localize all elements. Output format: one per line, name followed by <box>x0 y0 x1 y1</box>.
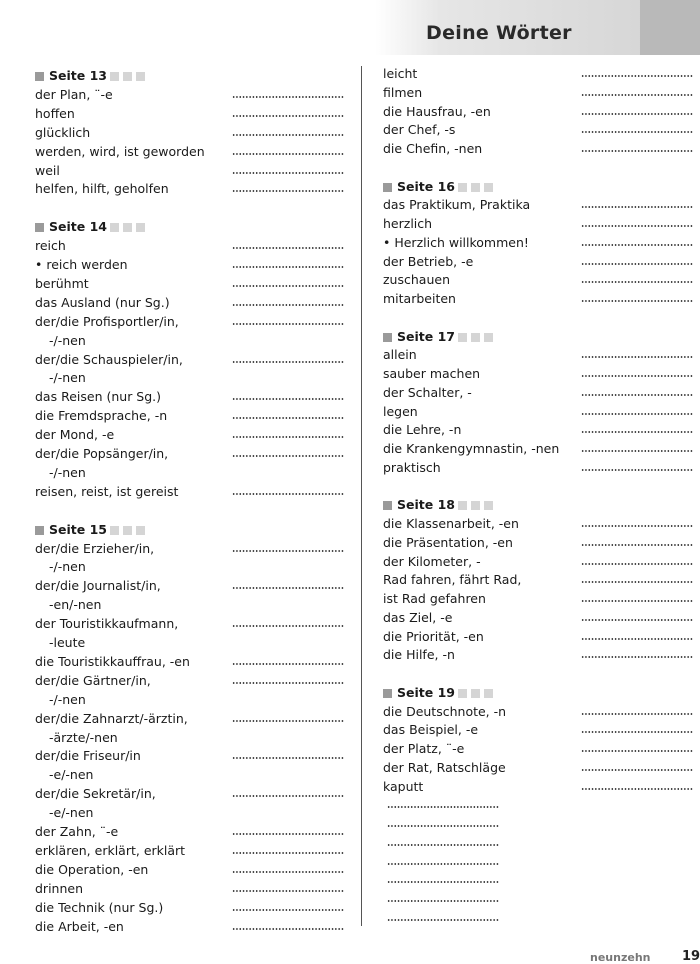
vocab-entry-das-ziel-e <box>383 608 695 627</box>
square-bullet-icon <box>383 501 392 510</box>
vocab-entry-der-zahn-e <box>35 822 350 841</box>
square-bullet-icon <box>383 333 392 342</box>
vocab-entry-der-chef-s <box>383 120 695 139</box>
answer-line[interactable] <box>581 258 693 266</box>
vocab-entry-der-schalter <box>383 383 695 402</box>
vocab-term: der Touristikkaufmann, <box>35 616 179 632</box>
vocab-entry-das-praktikum-praktika <box>383 195 695 214</box>
answer-line[interactable] <box>232 620 344 628</box>
square-decor-icon <box>123 72 132 81</box>
answer-line[interactable] <box>581 145 693 153</box>
answer-line[interactable] <box>232 148 344 156</box>
answer-line[interactable] <box>581 89 693 97</box>
vocab-entry-der-platz-e <box>383 739 695 758</box>
answer-line[interactable] <box>232 488 344 496</box>
answer-line[interactable] <box>581 539 693 547</box>
answer-line[interactable] <box>232 412 344 420</box>
vocab-entry-die-präsentation-en <box>383 533 695 552</box>
answer-line[interactable] <box>232 923 344 931</box>
vocab-term: der Betrieb, -e <box>383 253 474 269</box>
answer-line[interactable] <box>387 820 499 828</box>
vocab-term: helfen, hilft, geholfen <box>35 181 169 197</box>
answer-line[interactable] <box>581 445 693 453</box>
blank-answer-row <box>383 833 695 852</box>
vocab-entry-der-kilometer <box>383 552 695 571</box>
answer-line[interactable] <box>232 866 344 874</box>
answer-line[interactable] <box>581 426 693 434</box>
vocab-term: der Kilometer, - <box>383 553 481 569</box>
vocab-entry-werden-wird-ist-geworden <box>35 142 350 161</box>
vocab-entry-herzlich <box>383 214 695 233</box>
vocab-entry-nen <box>35 463 350 482</box>
answer-line[interactable] <box>232 167 344 175</box>
square-bullet-icon <box>383 689 392 698</box>
vocab-entry-die-hausfrau-en <box>383 102 695 121</box>
vocab-entry-nen <box>35 557 350 576</box>
section-label: Seite 15 <box>49 521 107 537</box>
vocab-entry-der-rat-ratschläge <box>383 758 695 777</box>
vocab-entry-das-reisen-nur-sg <box>35 387 350 406</box>
square-decor-icon <box>458 183 467 192</box>
vocab-entry-der-mond-e <box>35 425 350 444</box>
page-number: 19 <box>682 949 700 964</box>
vocab-term: der Mond, -e <box>35 427 115 443</box>
vocab-entry-leute <box>35 633 350 652</box>
square-decor-icon <box>136 72 145 81</box>
vocab-term: die Technik (nur Sg.) <box>35 899 164 915</box>
answer-line[interactable] <box>232 129 344 137</box>
vocab-entry-herzlich-willkommen <box>383 233 695 252</box>
vocab-term: -/-nen <box>49 464 86 480</box>
answer-line[interactable] <box>387 839 499 847</box>
vocab-term: die Klassenarbeit, -en <box>383 516 519 531</box>
vocab-entry-die-klassenarbeit-en <box>383 514 695 533</box>
vocab-term: der/die Popsänger/in, <box>35 446 169 461</box>
vocab-term: die Priorität, -en <box>383 628 484 644</box>
vocab-entry-nen <box>35 331 350 350</box>
vocab-entry-der-betrieb-e <box>383 252 695 271</box>
answer-line[interactable] <box>232 658 344 666</box>
answer-line[interactable] <box>387 914 499 922</box>
answer-line[interactable] <box>581 595 693 603</box>
square-decor-icon <box>484 183 493 192</box>
vocab-term: reich <box>35 238 66 254</box>
answer-line[interactable] <box>232 91 344 99</box>
answer-line[interactable] <box>581 633 693 641</box>
vocab-term: die Präsentation, -en <box>383 534 513 550</box>
vocab-entry-die-chefin-nen <box>383 139 695 158</box>
section-heading <box>383 327 494 346</box>
page-word: neunzehn <box>590 951 651 964</box>
section-heading <box>35 66 146 85</box>
answer-line[interactable] <box>581 370 693 378</box>
vocab-entry-der-die-friseur-in <box>35 746 350 765</box>
answer-line[interactable] <box>232 885 344 893</box>
vocab-term: die Hilfe, -n <box>383 647 455 663</box>
vocab-entry-en-nen <box>35 595 350 614</box>
vocab-term: reisen, reist, ist gereist <box>35 483 179 499</box>
vocab-entry-die-krankengymnastin-nen <box>383 439 695 458</box>
vocab-term: mitarbeiten <box>383 291 456 306</box>
square-decor-icon <box>136 223 145 232</box>
square-decor-icon <box>136 526 145 535</box>
vocab-entry-kaputt <box>383 777 695 796</box>
vocab-entry-der-plan-e <box>35 85 350 104</box>
section-heading <box>383 495 494 514</box>
square-bullet-icon <box>35 526 44 535</box>
answer-line[interactable] <box>581 764 693 772</box>
answer-line[interactable] <box>581 520 693 528</box>
vocab-term: die Touristikkauffrau, -en <box>35 653 190 669</box>
vocab-entry-allein <box>383 345 695 364</box>
answer-line[interactable] <box>581 708 693 716</box>
vocab-term: die Fremdsprache, -n <box>35 408 168 424</box>
answer-line[interactable] <box>581 108 693 116</box>
vocab-term: -/-nen <box>49 332 86 348</box>
answer-line[interactable] <box>232 242 344 250</box>
answer-line[interactable] <box>232 790 344 798</box>
square-decor-icon <box>110 223 119 232</box>
vocab-entry-e-nen <box>35 803 350 822</box>
vocab-term: der Rat, Ratschläge <box>383 759 506 775</box>
vocab-entry-die-fremdsprache-n <box>35 406 350 425</box>
blank-answer-row <box>383 908 695 927</box>
vocab-term: der/die Friseur/in <box>35 748 141 764</box>
answer-line[interactable] <box>232 431 344 439</box>
vocab-entry-ärzte-nen <box>35 728 350 747</box>
vocab-term: die Hausfrau, -en <box>383 103 491 119</box>
section-label: Seite 19 <box>397 684 455 700</box>
vocab-entry-sauber-machen <box>383 364 695 383</box>
answer-line[interactable] <box>232 847 344 855</box>
answer-line[interactable] <box>581 351 693 359</box>
vocab-term: das Beispiel, -e <box>383 722 479 738</box>
answer-line[interactable] <box>232 752 344 760</box>
answer-line[interactable] <box>232 261 344 269</box>
answer-line[interactable] <box>232 545 344 553</box>
answer-line[interactable] <box>581 614 693 622</box>
square-decor-icon <box>484 501 493 510</box>
vocab-term: der/die Schauspieler/in, <box>35 351 183 367</box>
square-decor-icon <box>458 501 467 510</box>
vocab-term: glücklich <box>35 124 91 140</box>
answer-line[interactable] <box>581 651 693 659</box>
square-decor-icon <box>471 183 480 192</box>
vocab-entry-der-die-zahnarzt-ärztin <box>35 709 350 728</box>
vocab-entry-der-touristikkaufmann <box>35 614 350 633</box>
square-bullet-icon <box>35 223 44 232</box>
vocab-term: die Lehre, -n <box>383 422 462 438</box>
vocab-entry-hoffen <box>35 104 350 123</box>
answer-line[interactable] <box>581 408 693 416</box>
answer-line[interactable] <box>232 185 344 193</box>
section-heading <box>35 217 146 236</box>
vocab-term: -en/-nen <box>49 597 102 613</box>
vocab-term: die Operation, -en <box>35 861 149 877</box>
vocab-term: der Plan, ¨-e <box>35 86 113 102</box>
answer-line[interactable] <box>581 239 693 247</box>
vocab-entry-mitarbeiten <box>383 289 695 308</box>
vocab-term: -/-nen <box>49 370 86 386</box>
vocab-entry-rad-fahren-fährt-rad <box>383 570 695 589</box>
section-heading <box>35 520 146 539</box>
section-label: Seite 16 <box>397 178 455 194</box>
vocab-term: werden, wird, ist geworden <box>35 143 205 159</box>
vocab-term: zuschauen <box>383 272 450 288</box>
vocab-term: der/die Profisportler/in, <box>35 313 179 329</box>
vocab-entry-nen <box>35 690 350 709</box>
vocab-term: das Praktikum, Praktika <box>383 197 531 213</box>
vocab-term: erklären, erklärt, erklärt <box>35 842 186 858</box>
vocab-term: der/die Erzieher/in, <box>35 540 155 556</box>
answer-line[interactable] <box>581 464 693 472</box>
blank-answer-row <box>383 870 695 889</box>
blank-answer-row <box>383 795 695 814</box>
answer-line[interactable] <box>232 904 344 912</box>
answer-line[interactable] <box>232 318 344 326</box>
vocab-entry-weil <box>35 161 350 180</box>
answer-line[interactable] <box>232 582 344 590</box>
square-bullet-icon <box>35 72 44 81</box>
vocab-term: die Deutschnote, -n <box>383 703 507 719</box>
answer-line[interactable] <box>232 280 344 288</box>
answer-line[interactable] <box>581 745 693 753</box>
vocab-entry-reisen-reist-ist-gereist <box>35 482 350 501</box>
answer-line[interactable] <box>232 110 344 118</box>
square-decor-icon <box>484 333 493 342</box>
section-label: Seite 18 <box>397 497 455 513</box>
vocab-entry-die-lehre-n <box>383 420 695 439</box>
vocab-term: -/-nen <box>49 691 86 707</box>
vocab-term: hoffen <box>35 105 75 121</box>
vocab-entry-e-nen <box>35 765 350 784</box>
vocab-entry-die-deutschnote-n <box>383 702 695 721</box>
square-decor-icon <box>123 526 132 535</box>
blank-answer-row <box>383 814 695 833</box>
column-divider <box>361 66 362 926</box>
vocab-entry-praktisch <box>383 458 695 477</box>
vocab-term: drinnen <box>35 880 84 896</box>
vocab-term: ist Rad gefahren <box>383 591 486 606</box>
square-decor-icon <box>484 689 493 698</box>
square-bullet-icon <box>383 183 392 192</box>
vocab-term: der/die Sekretär/in, <box>35 786 156 802</box>
vocab-term: -/-nen <box>49 559 86 575</box>
vocab-term: -e/-nen <box>49 805 94 821</box>
vocab-entry-drinnen <box>35 879 350 898</box>
answer-line[interactable] <box>581 220 693 228</box>
vocab-term: die Chefin, -nen <box>383 141 483 156</box>
vocab-entry-erklären-erklärt-erklärt <box>35 841 350 860</box>
vocab-entry-die-hilfe-n <box>383 645 695 664</box>
answer-line[interactable] <box>581 70 693 78</box>
answer-line[interactable] <box>232 393 344 401</box>
vocab-entry-ist-rad-gefahren <box>383 589 695 608</box>
vocab-entry-das-ausland-nur-sg <box>35 293 350 312</box>
vocab-term: allein <box>383 347 417 363</box>
vocab-term: das Ausland (nur Sg.) <box>35 294 170 310</box>
vocab-term: kaputt <box>383 778 424 794</box>
answer-line[interactable] <box>232 450 344 458</box>
answer-line[interactable] <box>232 677 344 685</box>
vocab-term: legen <box>383 403 418 419</box>
vocab-entry-reich-werden <box>35 255 350 274</box>
vocab-term: filmen <box>383 84 423 100</box>
answer-line[interactable] <box>581 389 693 397</box>
vocab-entry-helfen-hilft-geholfen <box>35 179 350 198</box>
answer-line[interactable] <box>232 715 344 723</box>
square-decor-icon <box>471 689 480 698</box>
answer-line[interactable] <box>387 876 499 884</box>
vocab-term: -e/-nen <box>49 767 94 783</box>
section-label: Seite 13 <box>49 68 107 83</box>
vocab-term: der/die Zahnarzt/-ärztin, <box>35 710 188 726</box>
section-label: Seite 17 <box>397 328 455 344</box>
answer-line[interactable] <box>232 299 344 307</box>
vocab-entry-die-arbeit-en <box>35 917 350 936</box>
vocab-term: weil <box>35 162 60 178</box>
vocab-term: -leute <box>49 635 86 650</box>
vocab-term: Rad fahren, fährt Rad, <box>383 572 522 588</box>
section-heading <box>383 683 494 702</box>
vocab-entry-der-die-erzieher-in <box>35 539 350 558</box>
answer-line[interactable] <box>387 895 499 903</box>
answer-line[interactable] <box>232 828 344 836</box>
vocab-entry-nen <box>35 368 350 387</box>
vocab-term: der/die Gärtner/in, <box>35 672 151 688</box>
square-decor-icon <box>110 72 119 81</box>
answer-line[interactable] <box>581 126 693 134</box>
vocab-term: der/die Journalist/in, <box>35 578 161 594</box>
vocab-entry-filmen <box>383 83 695 102</box>
vocab-entry-der-die-schauspieler-in <box>35 350 350 369</box>
page-title: Deine Wörter <box>426 22 572 44</box>
vocab-entry-glücklich <box>35 123 350 142</box>
vocab-term: das Reisen (nur Sg.) <box>35 389 162 405</box>
square-decor-icon <box>458 333 467 342</box>
vocab-term: • Herzlich willkommen! <box>383 234 529 250</box>
answer-line[interactable] <box>581 276 693 284</box>
answer-line[interactable] <box>581 558 693 566</box>
vocab-entry-der-die-gärtner-in <box>35 671 350 690</box>
answer-line[interactable] <box>581 783 693 791</box>
vocab-term: der Chef, -s <box>383 122 456 138</box>
vocab-term: das Ziel, -e <box>383 609 453 625</box>
vocab-term: die Krankengymnastin, -nen <box>383 441 560 456</box>
vocab-entry-der-die-popsänger-in <box>35 444 350 463</box>
vocab-entry-berühmt <box>35 274 350 293</box>
answer-line[interactable] <box>387 858 499 866</box>
vocab-entry-zuschauen <box>383 270 695 289</box>
vocab-entry-legen <box>383 402 695 421</box>
vocab-entry-der-die-profisportler-in <box>35 312 350 331</box>
square-decor-icon <box>471 501 480 510</box>
answer-line[interactable] <box>581 295 693 303</box>
vocab-entry-leicht <box>383 64 695 83</box>
vocab-term: die Arbeit, -en <box>35 918 124 934</box>
vocab-term: herzlich <box>383 216 433 231</box>
vocab-term: leicht <box>383 66 418 81</box>
vocab-term: praktisch <box>383 459 441 475</box>
vocab-term: der Schalter, - <box>383 384 472 400</box>
blank-answer-row <box>383 852 695 871</box>
answer-line[interactable] <box>232 356 344 364</box>
vocab-entry-das-beispiel-e <box>383 720 695 739</box>
answer-line[interactable] <box>387 801 499 809</box>
vocab-term: der Zahn, ¨-e <box>35 824 119 839</box>
header-corner-block <box>640 0 700 55</box>
vocab-entry-die-operation-en <box>35 860 350 879</box>
vocab-term: • reich werden <box>35 257 128 272</box>
vocab-entry-der-die-sekretär-in <box>35 784 350 803</box>
vocab-entry-der-die-journalist-in <box>35 576 350 595</box>
vocab-term: der Platz, ¨-e <box>383 741 465 756</box>
vocab-entry-reich <box>35 236 350 255</box>
vocab-term: -ärzte/-nen <box>49 729 118 745</box>
square-decor-icon <box>458 689 467 698</box>
section-label: Seite 14 <box>49 219 107 235</box>
vocab-entry-die-priorität-en <box>383 627 695 646</box>
answer-line[interactable] <box>581 726 693 734</box>
vocab-entry-die-technik-nur-sg <box>35 898 350 917</box>
square-decor-icon <box>110 526 119 535</box>
answer-line[interactable] <box>581 576 693 584</box>
vocab-term: sauber machen <box>383 366 481 381</box>
vocab-term: berühmt <box>35 275 89 291</box>
square-decor-icon <box>123 223 132 232</box>
vocab-entry-die-touristikkauffrau-en <box>35 652 350 671</box>
square-decor-icon <box>471 333 480 342</box>
answer-line[interactable] <box>581 201 693 209</box>
section-heading <box>383 177 494 196</box>
blank-answer-row <box>383 889 695 908</box>
